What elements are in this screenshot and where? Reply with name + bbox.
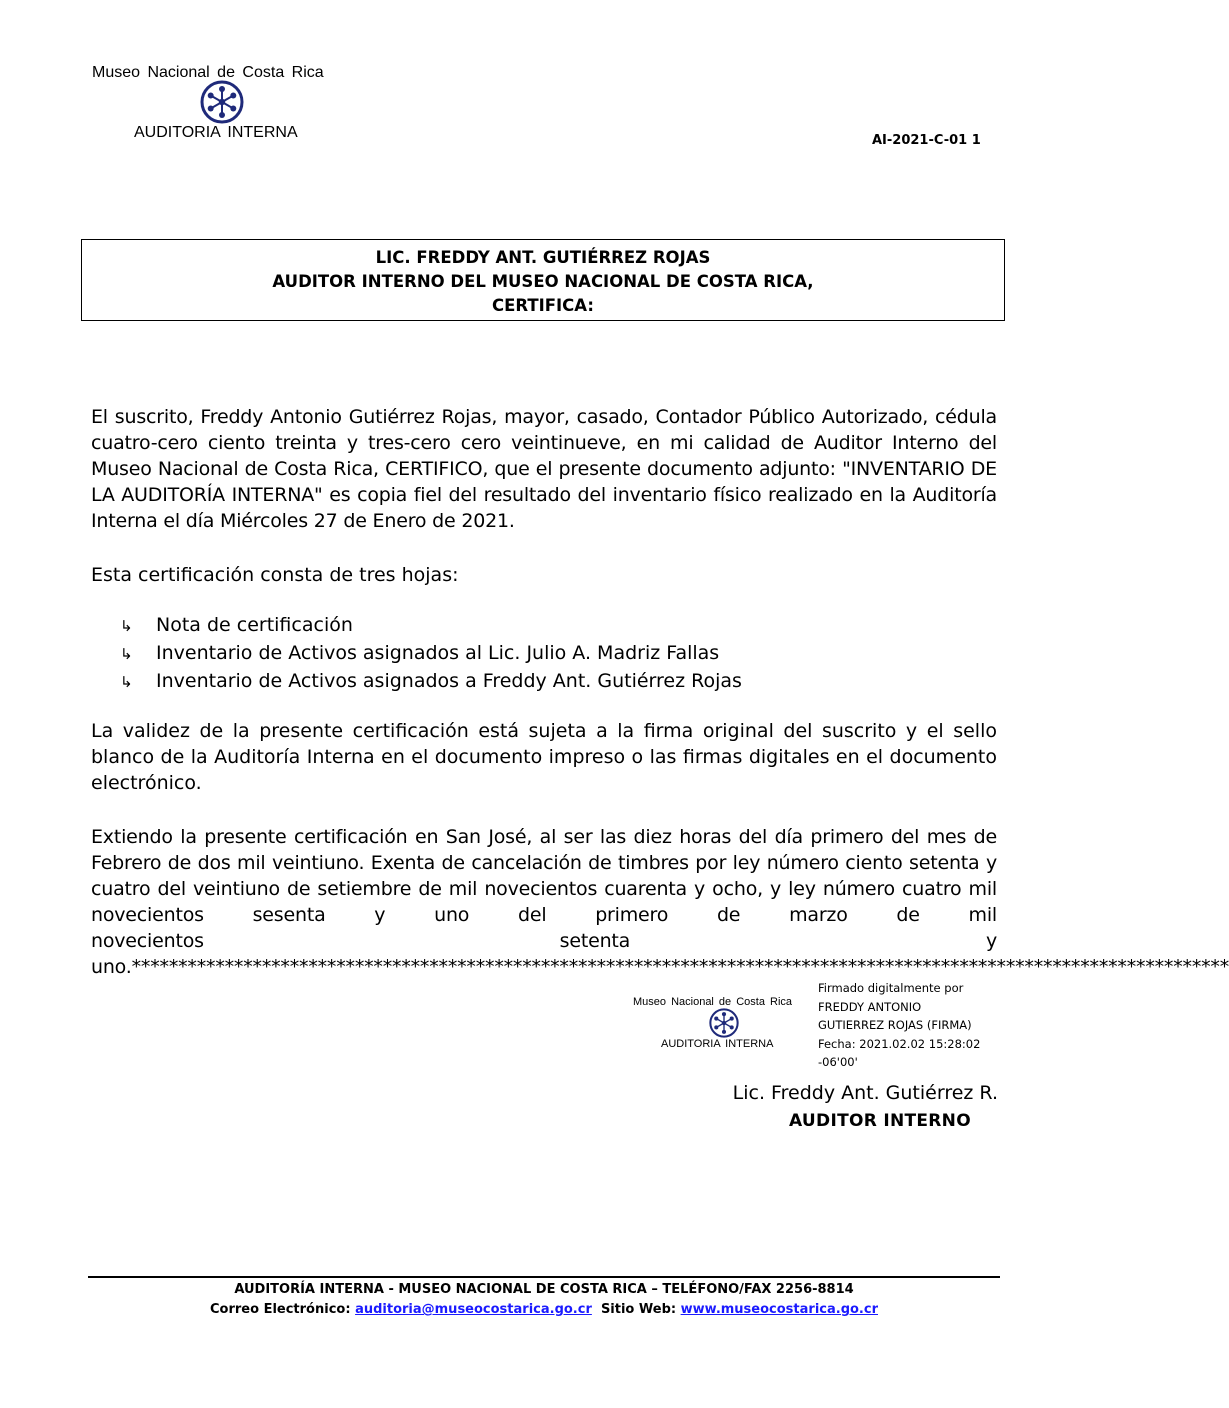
logo-department-name: AUDITORIA INTERNA [134, 124, 298, 141]
list-item: ↳ Inventario de Activos asignados a Freddy Ant. Gutiérrez Rojas [120, 668, 920, 696]
list-item: ↳ Inventario de Activos asignados al Lic. Julio A. Madriz Fallas [120, 640, 920, 668]
certification-paragraph: El suscrito, Freddy Antonio Gutiérrez Rojas, mayor, casado, Contador Público Autorizado, cédula cuatro-cero ciento treinta y tres-cero cero veintinueve, en mi calidad de Auditor Interno del Museo Nacional de Costa Rica, CERTIFICO, que el presente documento adjunto: "INVENTARIO DE LA AUDITORÍA INTERNA" es copia fiel del resultado del inventario físico realizado en la Auditoría Interna el día Miércoles 27 de Enero de 2021. [91, 406, 997, 532]
issuance-text: Extiendo la presente certificación en San José, al ser las diez horas del día primero del mes de Febrero de dos mil veintiuno. Exenta de cancelación de timbres por ley número ciento setenta y cuatro del veintiuno de setiembre de mil novecientos cuarenta y ocho, y ley número cuatro mil novecientos sesenta y uno del primero de marzo de mil [91, 826, 997, 926]
signer-name: Lic. Freddy Ant. Gutiérrez R. [732, 1082, 998, 1104]
sheets-list [120, 612, 920, 696]
issuance-spread-line: novecientos setenta y [91, 930, 997, 952]
museum-emblem-icon [200, 80, 244, 124]
title-line-name: LIC. FREDDY ANT. GUTIÉRREZ ROJAS [375, 248, 711, 267]
logo-museum-name: Museo Nacional de Costa Rica [92, 64, 324, 81]
document-reference: AI-2021-C-01 1 [872, 133, 981, 148]
title-line-position: AUDITOR INTERNO DEL MUSEO NACIONAL DE COSTA RICA, [272, 272, 814, 291]
issuance-last-line: uno.********************************************************************************************************************** [91, 956, 1229, 978]
museum-emblem-icon [709, 1008, 739, 1038]
footer-links-line [0, 1302, 1088, 1317]
validity-paragraph: La validez de la presente certificación está sujeta a la firma original del suscrito y el sello blanco de la Auditoría Interna en el documento impreso o las firmas digitales en el documento electrónico. [91, 720, 997, 794]
website-label: Sitio Web: [600, 1302, 677, 1317]
footer-divider [88, 1276, 1000, 1278]
arrow-bullet-icon: ↳ [120, 673, 133, 691]
stamp-museum-name: Museo Nacional de Costa Rica [633, 996, 793, 1008]
email-label: Correo Electrónico: [210, 1302, 351, 1317]
website-link[interactable]: www.museocostarica.go.cr [680, 1302, 878, 1317]
certification-title-box [81, 239, 1005, 321]
issuance-paragraph [91, 824, 1229, 980]
list-item: ↳ Nota de certificación [120, 612, 920, 640]
footer-contact-line: AUDITORÍA INTERNA - MUSEO NACIONAL DE COSTA RICA – TELÉFONO/FAX 2256-8814 [234, 1282, 854, 1297]
stamp-logo [633, 996, 813, 1056]
arrow-bullet-icon: ↳ [120, 617, 133, 635]
stamp-department-name: AUDITORIA INTERNA [661, 1038, 774, 1050]
email-link[interactable]: auditoria@museocostarica.go.cr [355, 1302, 592, 1317]
museum-logo [92, 62, 362, 152]
sheets-intro-paragraph: Esta certificación consta de tres hojas: [91, 564, 459, 586]
arrow-bullet-icon: ↳ [120, 645, 133, 663]
signer-role: AUDITOR INTERNO [789, 1111, 971, 1131]
digital-signature-block: Firmado digitalmente por FREDDY ANTONIO GUTIERREZ ROJAS (FIRMA) Fecha: 2021.02.02 15:28:02 -06'00' [818, 981, 981, 1069]
title-line-certifica: CERTIFICA: [492, 296, 594, 315]
